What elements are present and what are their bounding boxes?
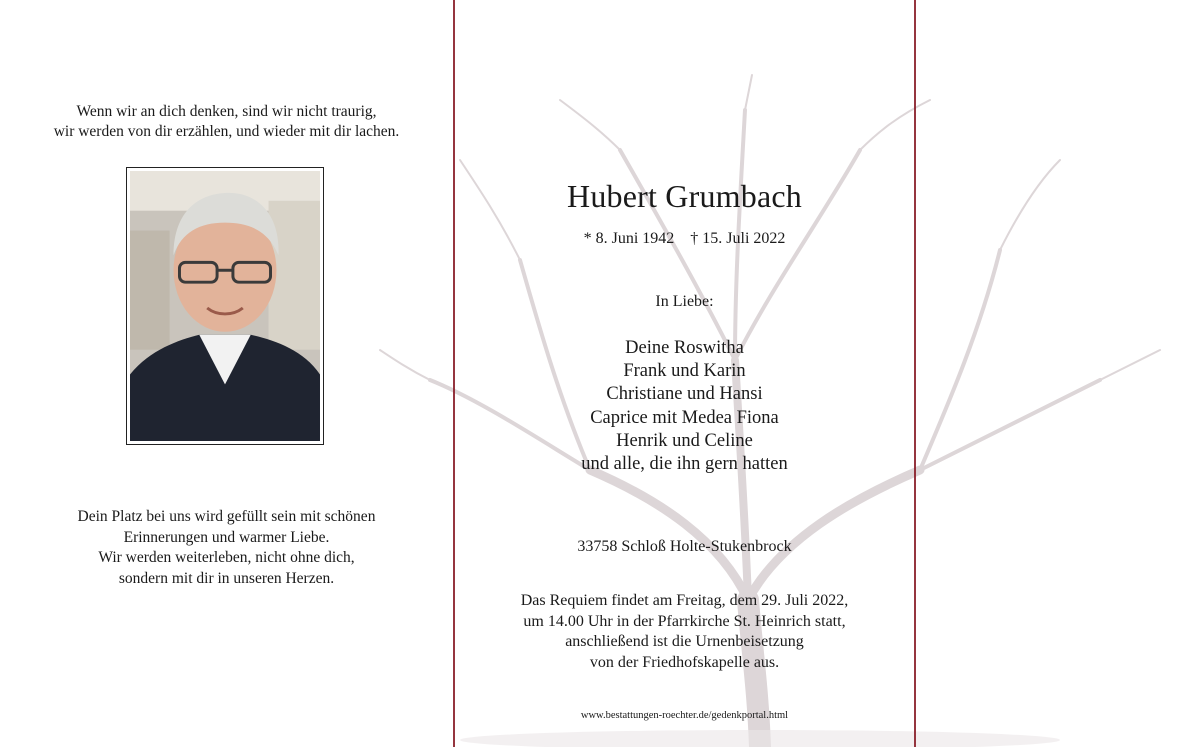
- requiem-line: von der Friedhofskapelle aus.: [589, 653, 780, 671]
- quote-top-line: wir werden von dir erzählen, und wieder mit dir lachen.: [53, 123, 400, 140]
- life-dates: [455, 229, 914, 249]
- fold-line-right: [914, 0, 916, 747]
- requiem-line: anschließend ist die Urnenbeisetzung: [565, 633, 804, 650]
- family-member: Henrik und Celine: [616, 430, 753, 451]
- family-member: Christiane und Hansi: [606, 384, 763, 405]
- center-panel: [455, 0, 914, 747]
- quote-bottom-line: Erinnerungen und warmer Liebe.: [123, 528, 330, 546]
- requiem-line: um 14.00 Uhr in der Pfarrkirche St. Heinrich statt,: [523, 612, 846, 630]
- place-address: 33758 Schloß Holte-Stukenbrock: [577, 538, 792, 555]
- family-list: [455, 337, 914, 476]
- family-member: Deine Roswitha: [625, 338, 744, 358]
- birth-date: * 8. Juni 1942: [583, 230, 675, 247]
- family-member: Caprice mit Medea Fiona: [590, 407, 779, 428]
- quote-top-line: Wenn wir an dich denken, sind wir nicht traurig,: [76, 103, 377, 120]
- quote-top: [0, 102, 453, 142]
- family-member: Frank und Karin: [623, 361, 746, 382]
- memorial-portal-link[interactable]: www.bestattungen-roechter.de/gedenkportal.html: [580, 710, 789, 721]
- requiem-line: Das Requiem findet am Freitag, dem 29. Juli 2022,: [520, 592, 849, 609]
- quote-bottom-line: sondern mit dir in unseren Herzen.: [118, 569, 335, 587]
- family-member: und alle, die ihn gern hatten: [581, 454, 788, 475]
- portrait-image: [130, 171, 320, 441]
- death-date: † 15. Juli 2022: [690, 230, 786, 247]
- quote-bottom-line: Wir werden weiterleben, nicht ohne dich,: [98, 549, 355, 566]
- quote-bottom-line: Dein Platz bei uns wird gefüllt sein mit schönen: [77, 508, 376, 525]
- deceased-name: Hubert Grumbach: [567, 178, 802, 214]
- quote-bottom: [0, 507, 453, 589]
- left-panel: [0, 0, 453, 747]
- requiem-notice: [455, 591, 914, 673]
- in-love-heading: In Liebe:: [655, 293, 714, 310]
- portrait-photo: [126, 167, 324, 445]
